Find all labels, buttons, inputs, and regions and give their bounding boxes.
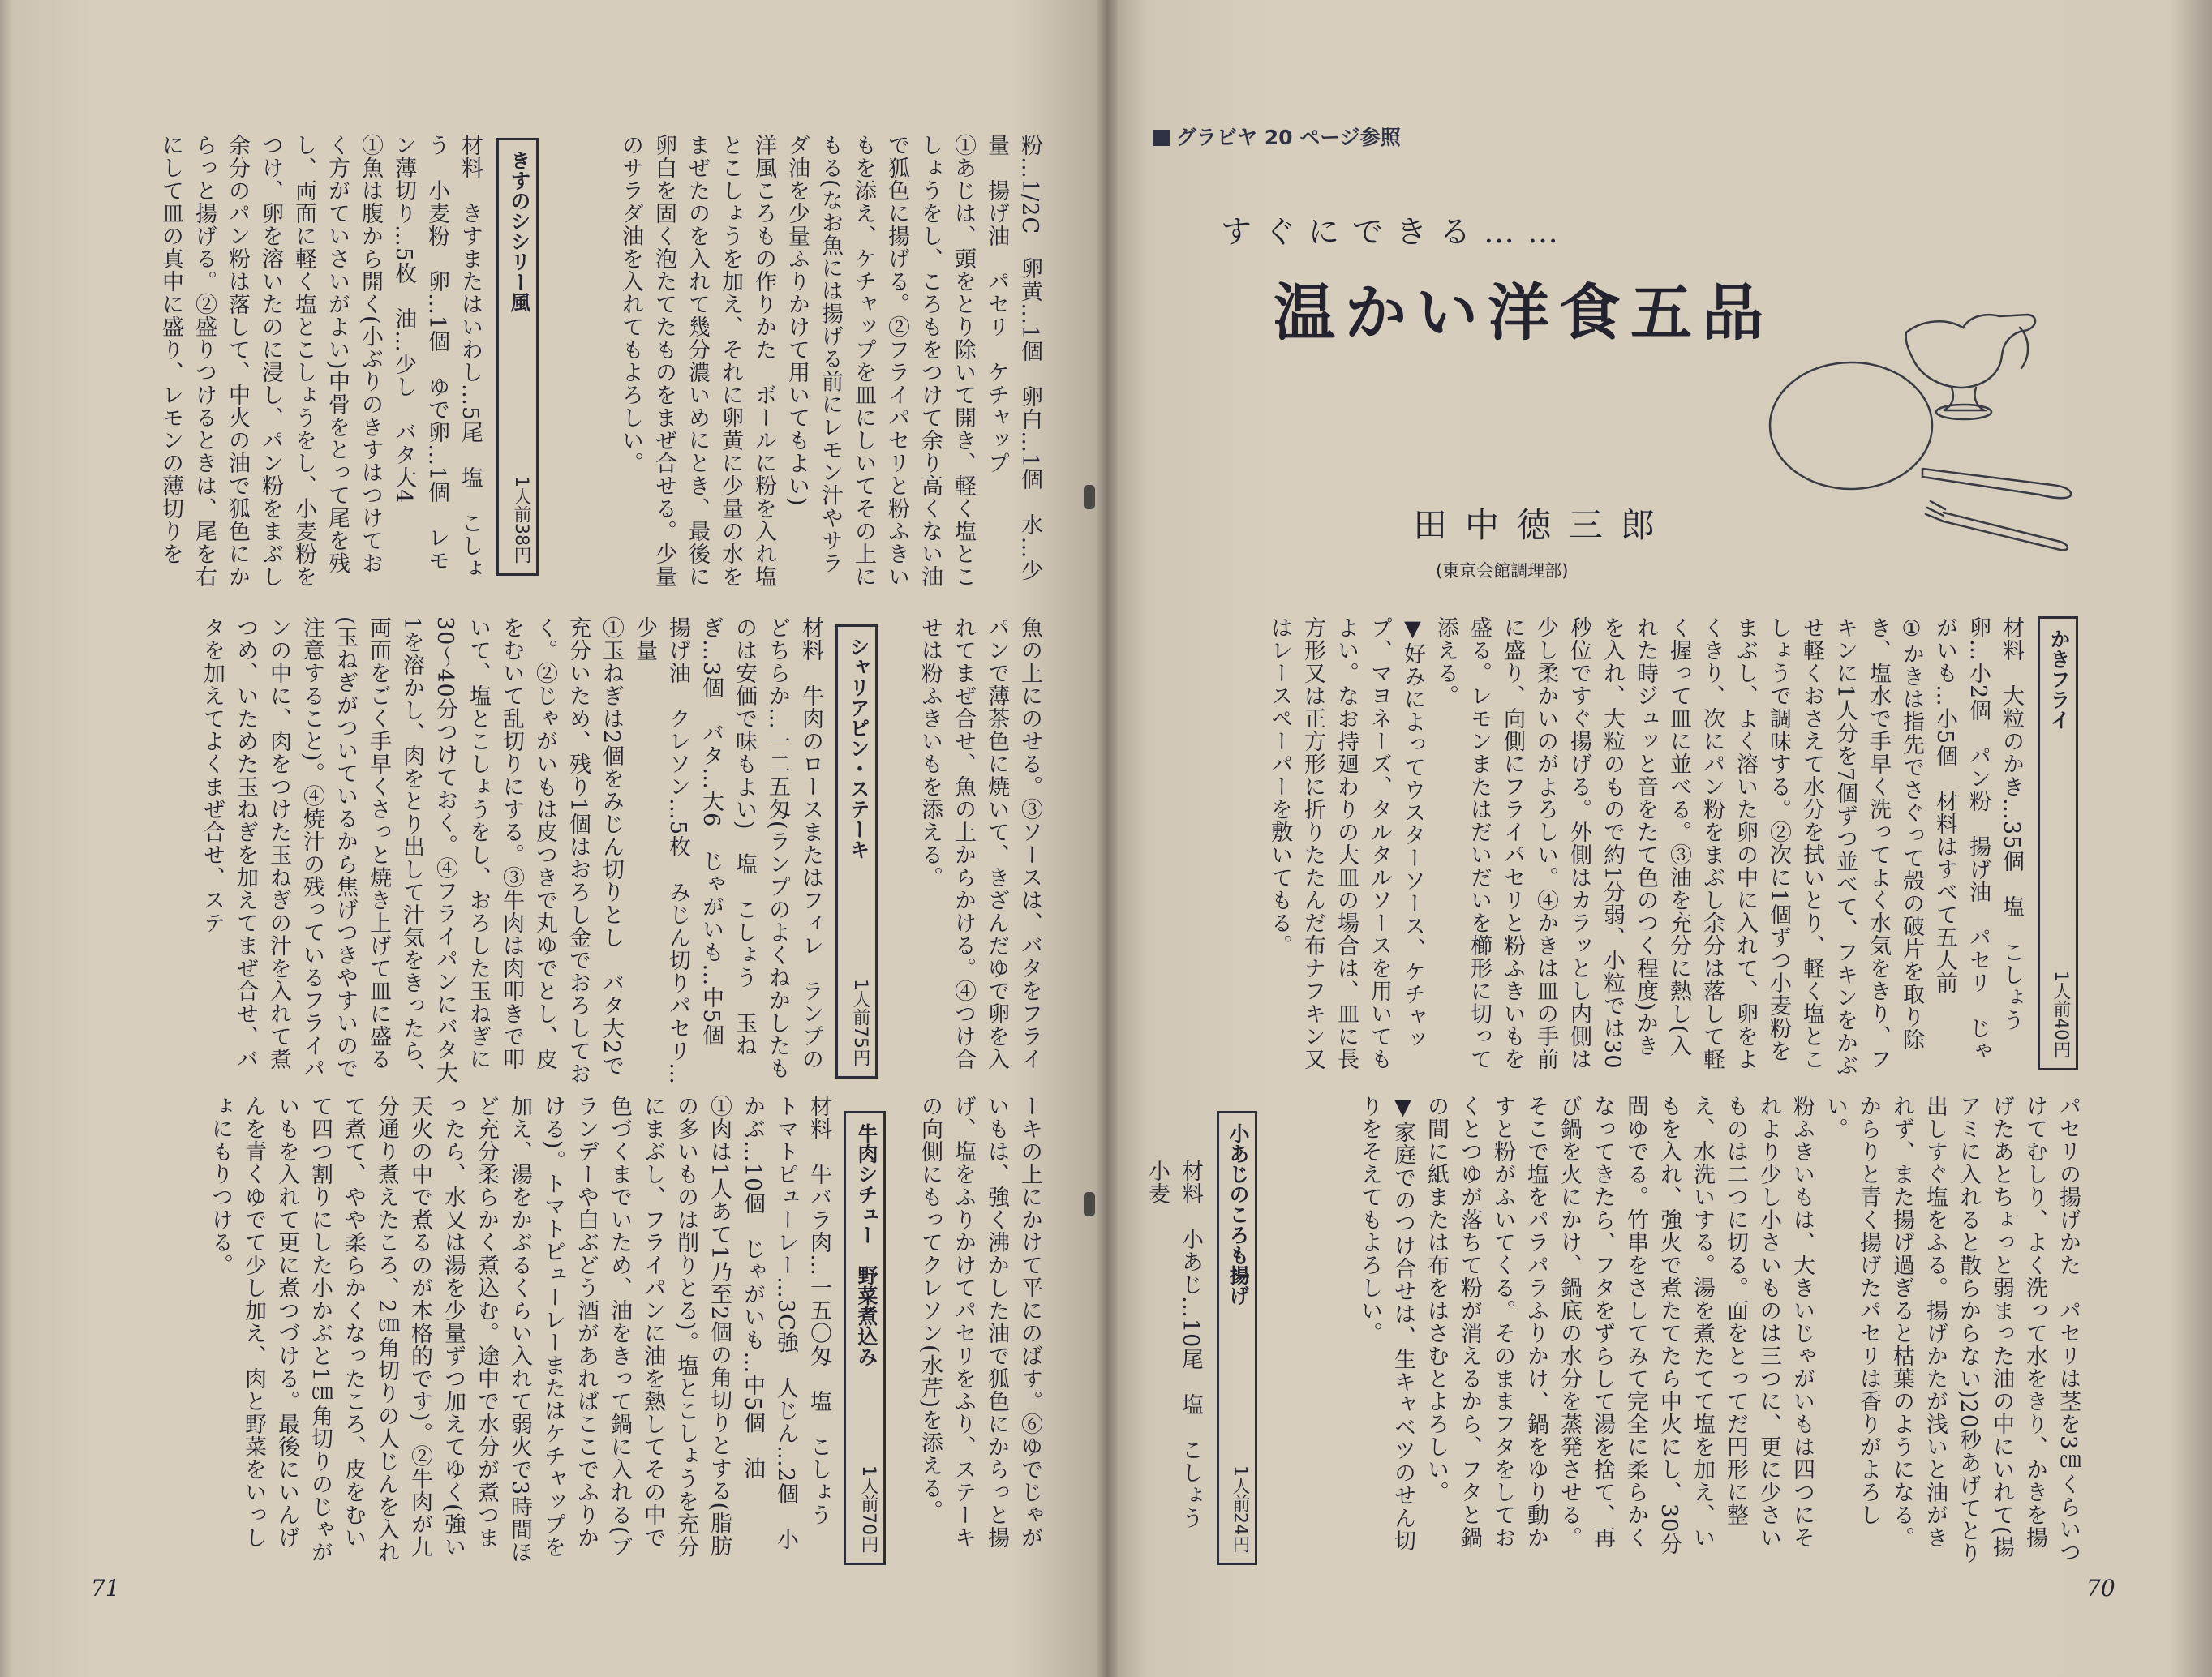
recipe-body-koaji: 材料 小あじ…10尾 塩 こしょう 小麦 — [1145, 1160, 1203, 1553]
recipe-header-koaji: 小あじのころも揚げ 1人前24円 — [1217, 1111, 1257, 1565]
recipe-body-kisu: 材料 きすまたはいわし…5尾 塩 こしょう 小麦粉 卵…1個 ゆで卵…1個 レモン薄切り…5枚 油…少し バタ大4 ①魚は腹から開く(小ぶりのきすはつけておく方がていさいがよい)中骨をとって尾を残し、両面に軽く塩とこしょうをし、小麦粉をつけ、卵を溶いたのに浸し、パン粉をまぶし余分のパン粉は落して、中火の油で狐色にからっと揚げる。②盛りつけるときは、尾を右にして皿の真中に盛り、レモンの薄切りを — [158, 134, 483, 588]
square-bullet-icon — [1153, 130, 1170, 146]
author-name: 田中徳三郎 — [1413, 505, 1673, 545]
article-subtitle: すぐにできる…… — [1221, 214, 1572, 250]
gravure-reference: グラビヤ 20 ページ参照 — [1153, 122, 1401, 151]
recipe-header-kaki: かきフライ 1人前40円 — [2038, 616, 2078, 1070]
page-number-right: 70 — [2086, 1575, 2115, 1602]
staple-top — [1084, 485, 1095, 509]
recipe-header-chaliapin: シャリアピン・ステーキ 1人前75円 — [835, 624, 878, 1079]
article-title: 温かい洋食五品 — [1274, 277, 1773, 349]
author-affiliation: (東京会館調理部) — [1436, 561, 1569, 581]
recipe-body-stew: 材料 牛バラ肉…一五〇匁 塩 こしょう トマトピューレー…3C強 人じん…2個 小かぶ…10個 じゃがいも…中5個 油 ①肉は1人あて1乃至2個の角切りとする(脂肪の多いものは削りとる)。塩とこしょうを充分にまぶし、フライパンに油を熱してその中で色づくまでいため、油をきって鍋に入れる(ブランデーや白ぶどう酒があればここでふりかける)。トマトピューレーまたはケチャップを加え、湯をかぶるくらい入れて弱火で3時間ほど充分柔らかく煮込む。途中で水分が煮つまったら、水又は湯を少量ずつ加えてゆく(強い天火の中で煮るのが本格的です)。②牛肉が九分通り煮えたころ、2㎝角切りの人じんを入れて煮て、やや柔らかくなったころ、皮をむいて四つ割りにした小かぶと1㎝角切りのじゃがいもを入れて更に煮つづける。最後にいんげんを青くゆでて少し加え、肉と野菜をいっしょにもりつける。 — [208, 1095, 831, 1564]
recipe-body-kaki: 材料 大粒のかき…35個 塩 こしょう 卵…小2個 パン粉 揚げ油 パセリ じゃがいも…小5個 材料はすべて五人前 ①かきは指先でさぐって殻の破片を取り除き、塩水で手早く洗ってよく水気をきり、フキンに1人分を7個ずつ並べて、フキンをかぶせ軽くおさえて水分を拭いとり、軽く塩とこしょうで調味する。②次に1個ずつ小麦粉をまぶし、よく溶いた卵の中に入れて、卵をよくきり、次にパン粉をまぶし余分は落して軽く握って皿に並べる。③油を充分に熱し(入れた時ジュッと音をたて色のつく程度)かきを入れ、大粒のもので約1分弱、小粒では30秒位ですぐ揚げる。外側はカラッとし内側は少し柔かいのがよろしい。④かきは皿の手前に盛り、向側にフライパセリと粉ふきいもを盛る。レモンまたはだいだいを櫛形に切って添える。 ▼好みによってウスターソース、ケチャップ、マヨネーズ、タルタルソースを用いてもよい。なお持廻わりの大皿の場合は、皿に長方形又は正方形に折りたたんだ布ナフキン又はレースペーパーを敷いてもる。 — [1267, 616, 2024, 1078]
recipe-body-kisu-continued: 魚の上にのせる。③ソースは、バタをフライパンで薄茶色に焼いて、きざんだゆで卵を入れてまぜ合せ、魚の上からかける。④つけ合せは粉ふきいもを添える。 — [917, 616, 1042, 1070]
staple-bottom — [1084, 1192, 1095, 1216]
recipe-body-kaki-continued: パセリの揚げかた パセリは茎を3㎝くらいつけてむしり、よく洗って水をきり、かきを揚げたあとちょっと弱まった油の中にいれて(揚アミに入れると散らからない)20秒あげてとり出しすぐ塩をふる。揚げかたが浅いと油がきれず、また揚げ過ぎると枯葉のようになる。からりと青く揚げたパセリは香りがよろしい。 粉ふきいもは、大きいじゃがいもは四つにそれより少し小さいものは三つに、更に少さいものは二つに切る。面をとってだ円形に整え、水洗いする。湯を煮たてて塩を加え、いもを入れ、強火で煮たてたら中火にし、30分間ゆでる。竹串をさしてみて完全に柔らかくなってきたら、フタをずらして湯を捨て、再び鍋を火にかけ、鍋底の水分を蒸発させる。そこで塩をパラパラふりかけ、鍋をゆり動かすと粉がふいてくる。そのままフタをしておくとつゆが落ちて粉が消えるから、フタと鍋の間に紙または布をはさむとよろしい。 ▼家庭でのつけ合せは、生キャベツのせん切りをそえてもよろしい。 — [1357, 1095, 2081, 1565]
recipe-body-chaliapin-continued: ーキの上にかけて平にのばす。⑥ゆでじゃがいもは、強く沸かした油で狐色にからっと揚げ、塩をふりかけてパセリをふり、ステーキの向側にもってクレソン(水芹)を添える。 — [917, 1095, 1042, 1549]
recipe-header-stew: 牛肉シチュー 野菜煮込み 1人前70円 — [844, 1111, 886, 1565]
binding-gutter — [1097, 0, 1118, 1677]
tableware-illustration-icon — [1760, 308, 2101, 576]
recipe-body-chaliapin: 材料 牛肉のロースまたはフィレ ランプのどちらか…一二五匁(ランプのよくねかしたものは安価で味もよい) 塩 こしょう 玉ねぎ…3個 バタ…大6 じゃがいも…中5個 揚げ油 クレソン…5枚 みじん切りパセリ…少量 ①玉ねぎは2個をみじん切りとし バタ大2で充分いため、残り1個はおろし金でおろしておく。②じゃがいもは皮つきで丸ゆでとし、皮をむいて乱切りにする。③牛肉は肉叩きで叩いて、塩とこしょうをし、おろした玉ねぎに30～40分つけておく。④フライパンにバタ大1を溶かし、肉をとり出して汁気をきったら、両面をごく手早くさっと焼き上げて皿に盛る(玉ねぎがついているから焦げつきやすいので注意すること)。④焼汁の残っているフライパンの中に、肉をつけた玉ねぎの汁を入れて煮つめ、いためた玉ねぎを加えてまぜ合せ、バタを加えてよくまぜ合せ、ステ — [200, 616, 823, 1086]
recipe-body-koaji-continued: 粉…1/2C 卵黄…1個 卵白…1個 水…少量 揚げ油 パセリ ケチャップ ①あじは、頭をとり除いて開き、軽く塩とこしょうをし、ころもをつけて余り高くない油で狐色に揚げる。②フライパセリと粉ふきいもを添え、ケチャップを皿にしいてその上にもる(なお魚には揚げる前にレモン汁やサラダ油を少量ふりかけて用いてもよい) 洋風ころもの作りかた ボールに粉を入れ塩とこしょうを加え、それに卵黄に少量の水をまぜたのを入れて幾分濃いめにとき、最後に卵白を固く泡たてたものをまぜ合せる。少量のサラダ油を入れてもよろしい。 — [618, 134, 1042, 588]
recipe-header-kisu: きすのシシリー風 1人前38円 — [496, 138, 539, 576]
page-number-left: 71 — [91, 1575, 120, 1602]
